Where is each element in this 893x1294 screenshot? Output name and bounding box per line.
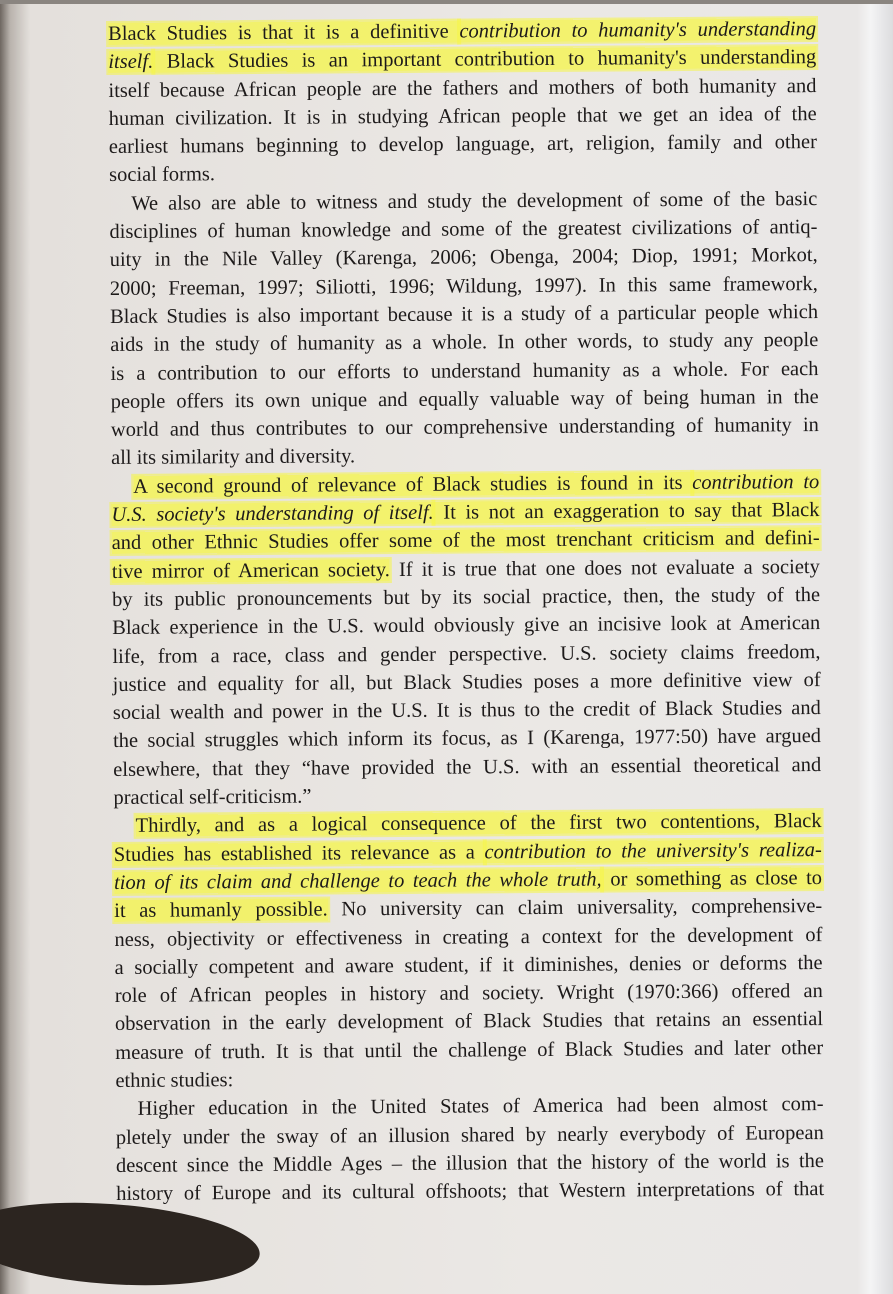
highlighted-text: tion of its claim and challenge to teach the whole truth, [113, 868, 602, 894]
text-segment: measure of truth. It is that until the challenge of Black Studies and later other [115, 1036, 824, 1064]
text-segment: If it is true that one does not evaluate a society [389, 555, 820, 581]
text-segment: all its similarity and diversity. [110, 445, 356, 470]
text-segment: We also are able to witness and study the development of some of the basic [131, 187, 818, 215]
text-segment: life, from a race, class and gender perspective. U.S. society claims freedom, [112, 640, 821, 668]
text-segment: Higher education in the United States of America had been almost com- [137, 1093, 824, 1121]
text-segment: earliest humans beginning to develop language, art, religion, family and other [108, 131, 817, 159]
text-line [116, 1175, 824, 1208]
text-line [110, 241, 818, 274]
text-line [113, 751, 821, 784]
text-segment: justice and equality for all, but Black Studies poses a more definitive view of [112, 668, 821, 696]
text-segment: the social struggles which inform its focus, as I (Karenga, 1977:50) have argued [112, 725, 822, 753]
text-segment: is a contribution to our efforts to understand humanity as a whole. For each [110, 357, 819, 385]
highlighted-text: It is not an exaggeration to say that Black [433, 499, 820, 524]
text-segment: ness, objectivity or effectiveness in creating a context for the development of [114, 923, 823, 951]
text-segment: social wealth and power in the U.S. It is thus to the credit of Black Studies and [112, 697, 821, 725]
text-segment: itself because African people are the fathers and mothers of both humanity and [108, 74, 817, 102]
highlighted-text: Studies has established its relevance as a [113, 841, 485, 866]
text-line [114, 892, 822, 925]
text-segment: aids in the study of humanity as a whole. In other words, to study any people [110, 329, 819, 357]
text-line [112, 609, 820, 642]
text-line [115, 1034, 823, 1067]
text-line [116, 1090, 824, 1123]
text-line [115, 1005, 823, 1038]
text-segment: No university can claim universality, comprehensive- [327, 895, 823, 921]
book-page-text [108, 15, 824, 1208]
text-line [111, 411, 819, 444]
text-line [112, 524, 820, 557]
text-segment: ethnic studies: [115, 1069, 234, 1092]
highlighted-text: and other Ethnic Studies offer some of the most trenchant criticism and defini- [111, 527, 820, 555]
text-segment: pletely under the sway of an illusion shared by nearly everybody of European [115, 1121, 824, 1149]
highlighted-text: or something as close to [601, 866, 823, 891]
page-top-edge [0, 0, 893, 4]
text-line [110, 326, 818, 359]
highlighted-text: A second ground of relevance of Black studies is found in its [133, 471, 693, 498]
text-segment: descent since the Middle Ages – the illusion that the history of the world is the [115, 1149, 825, 1177]
text-segment: world and thus contributes to our comprehensive understanding of humanity in [110, 414, 819, 442]
text-segment: history of Europe and its cultural offshoots; that Western interpretations of that [116, 1178, 825, 1206]
text-segment: Black Studies is also important because it is a study of a particular people which [109, 301, 819, 328]
text-segment: a socially competent and aware student, if it diminishes, denies or deforms the [114, 951, 823, 979]
text-segment: disciplines of human knowledge and some of the greatest civilizations of antiq- [109, 216, 818, 244]
text-segment: elsewhere, that they “have provided the U.S. with an essential theoretical and [113, 753, 822, 781]
text-segment: people offers its own unique and equally valuable way of being human in the [110, 385, 819, 413]
highlighted-text: U.S. society's understanding of itself. [111, 501, 434, 527]
hand-shadow [0, 1194, 262, 1294]
highlighted-text: Thirdly, and as a logical consequence of the first two contentions, Black [135, 810, 822, 838]
text-segment: 2000; Freeman, 1997; Siliotti, 1996; Wildung, 1997). In this same framework, [109, 272, 818, 300]
text-segment: practical self-criticism.” [113, 785, 312, 809]
text-segment: human civilization. It is in studying African people that we get an idea of the [108, 102, 817, 130]
text-segment: by its public pronouncements but by its social practice, then, the study of the [111, 583, 821, 611]
highlighted-text: it as humanly possible. [114, 898, 328, 923]
text-line [108, 43, 816, 76]
highlighted-text: Black Studies is an important contribution to humanity's understanding [153, 46, 817, 73]
highlighted-text: Black Studies is that it is a definitive [108, 20, 460, 45]
text-segment: social forms. [109, 163, 216, 187]
text-segment: Black experience in the U.S. would obviously give an incisive look at American [112, 612, 821, 640]
highlighted-text: itself. [108, 50, 154, 74]
highlighted-text: contribution to the university's realiza- [484, 838, 822, 864]
text-segment: uity in the Nile Valley (Karenga, 2006; Obenga, 2004; Diop, 1991; Morkot, [109, 244, 818, 272]
highlighted-text: tive mirror of American society. [111, 558, 390, 583]
text-line [114, 807, 822, 840]
text-segment: observation in the early development of Black Studies that retains an essential [114, 1008, 824, 1036]
text-segment: role of African peoples in history and society. Wright (1970:366) offered an [114, 980, 823, 1008]
highlighted-text: contribution to humanity's understanding [459, 18, 817, 43]
highlighted-text: contribution to [692, 470, 820, 494]
text-line [109, 128, 817, 161]
text-line [113, 722, 821, 755]
